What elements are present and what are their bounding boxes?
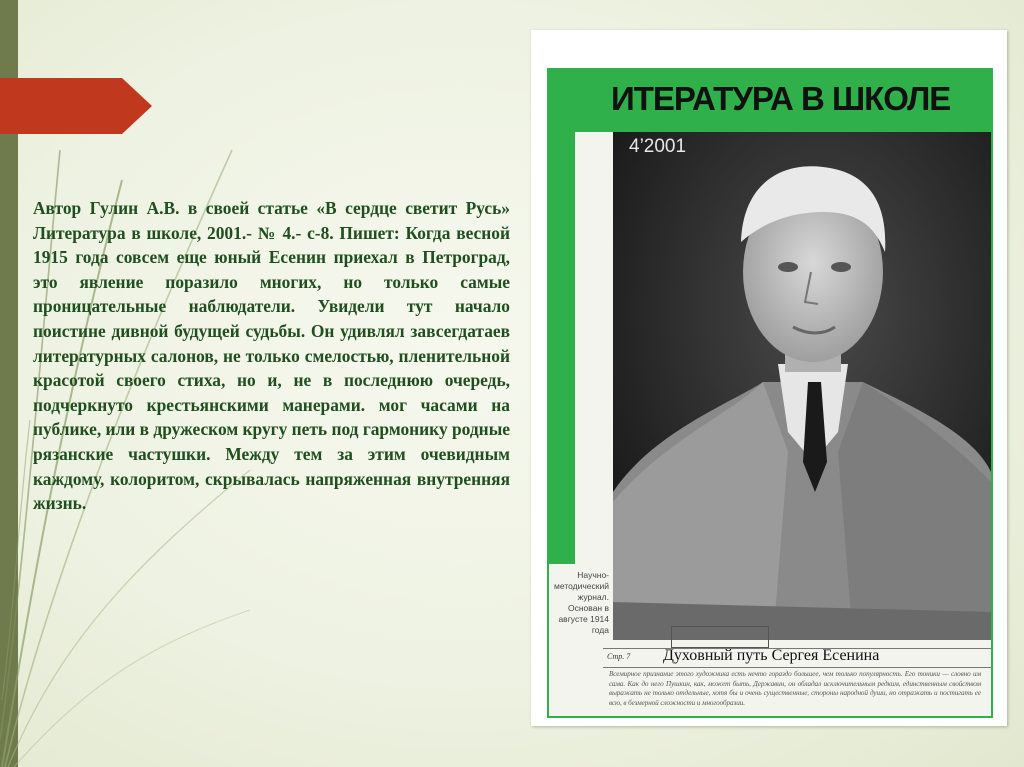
magazine-inner — [547, 68, 993, 718]
magazine-title: ИТЕРАТУРА В ШКОЛЕ — [611, 80, 951, 117]
library-stamp — [671, 626, 769, 648]
page-reference: Стр. 7 — [607, 652, 631, 661]
magazine-cover — [531, 30, 1007, 726]
journal-note: Научно-методический журнал. Основан в августе 1914 года — [554, 570, 609, 635]
body-text: Автор Гулин А.В. в своей статье «В сердце светит Русь» Литература в школе, 2001.- № 4.- с-8. Пишет: Когда весной 1915 года совсем еще юный Есенин приехал в Петроград, это явление поразило многих, но только самые проницательные наблюдатели. Увидели тут начало поистине дивной будущей судьбы. Он удивлял завсегдатаев литературных салонов, не только смелостью, пленительной красотой своего стиха, но и, не в последнюю очередь, подчеркнуто крестьянскими манерами. мог часами на публике, или в дружеском кругу петь под гармонику родные рязанские частушки. Между тем за этим очевидным каждому, колоритом, скрывалась напряженная внутренняя жизнь. — [33, 198, 510, 514]
portrait-photo — [613, 132, 991, 640]
caption-row — [603, 648, 991, 668]
article-caption: Духовный путь Сергея Есенина — [663, 647, 880, 664]
issue-number: 4’2001 — [629, 136, 687, 157]
article-abstract: Всемирное признание этого художника есть нечто гораздо большее, чем только популярность. Его тоники — словно им сама. Как до него Пушкин, как, может быть, Державин, он обладал исключительным редким, единственным свойством выражать не только отдельные, хотя бы и очень существенные, стороны народной души, но отражать и постигать ее всю, в безмерной сложности и многообразии. — [609, 670, 981, 707]
green-l-bar — [549, 70, 575, 564]
